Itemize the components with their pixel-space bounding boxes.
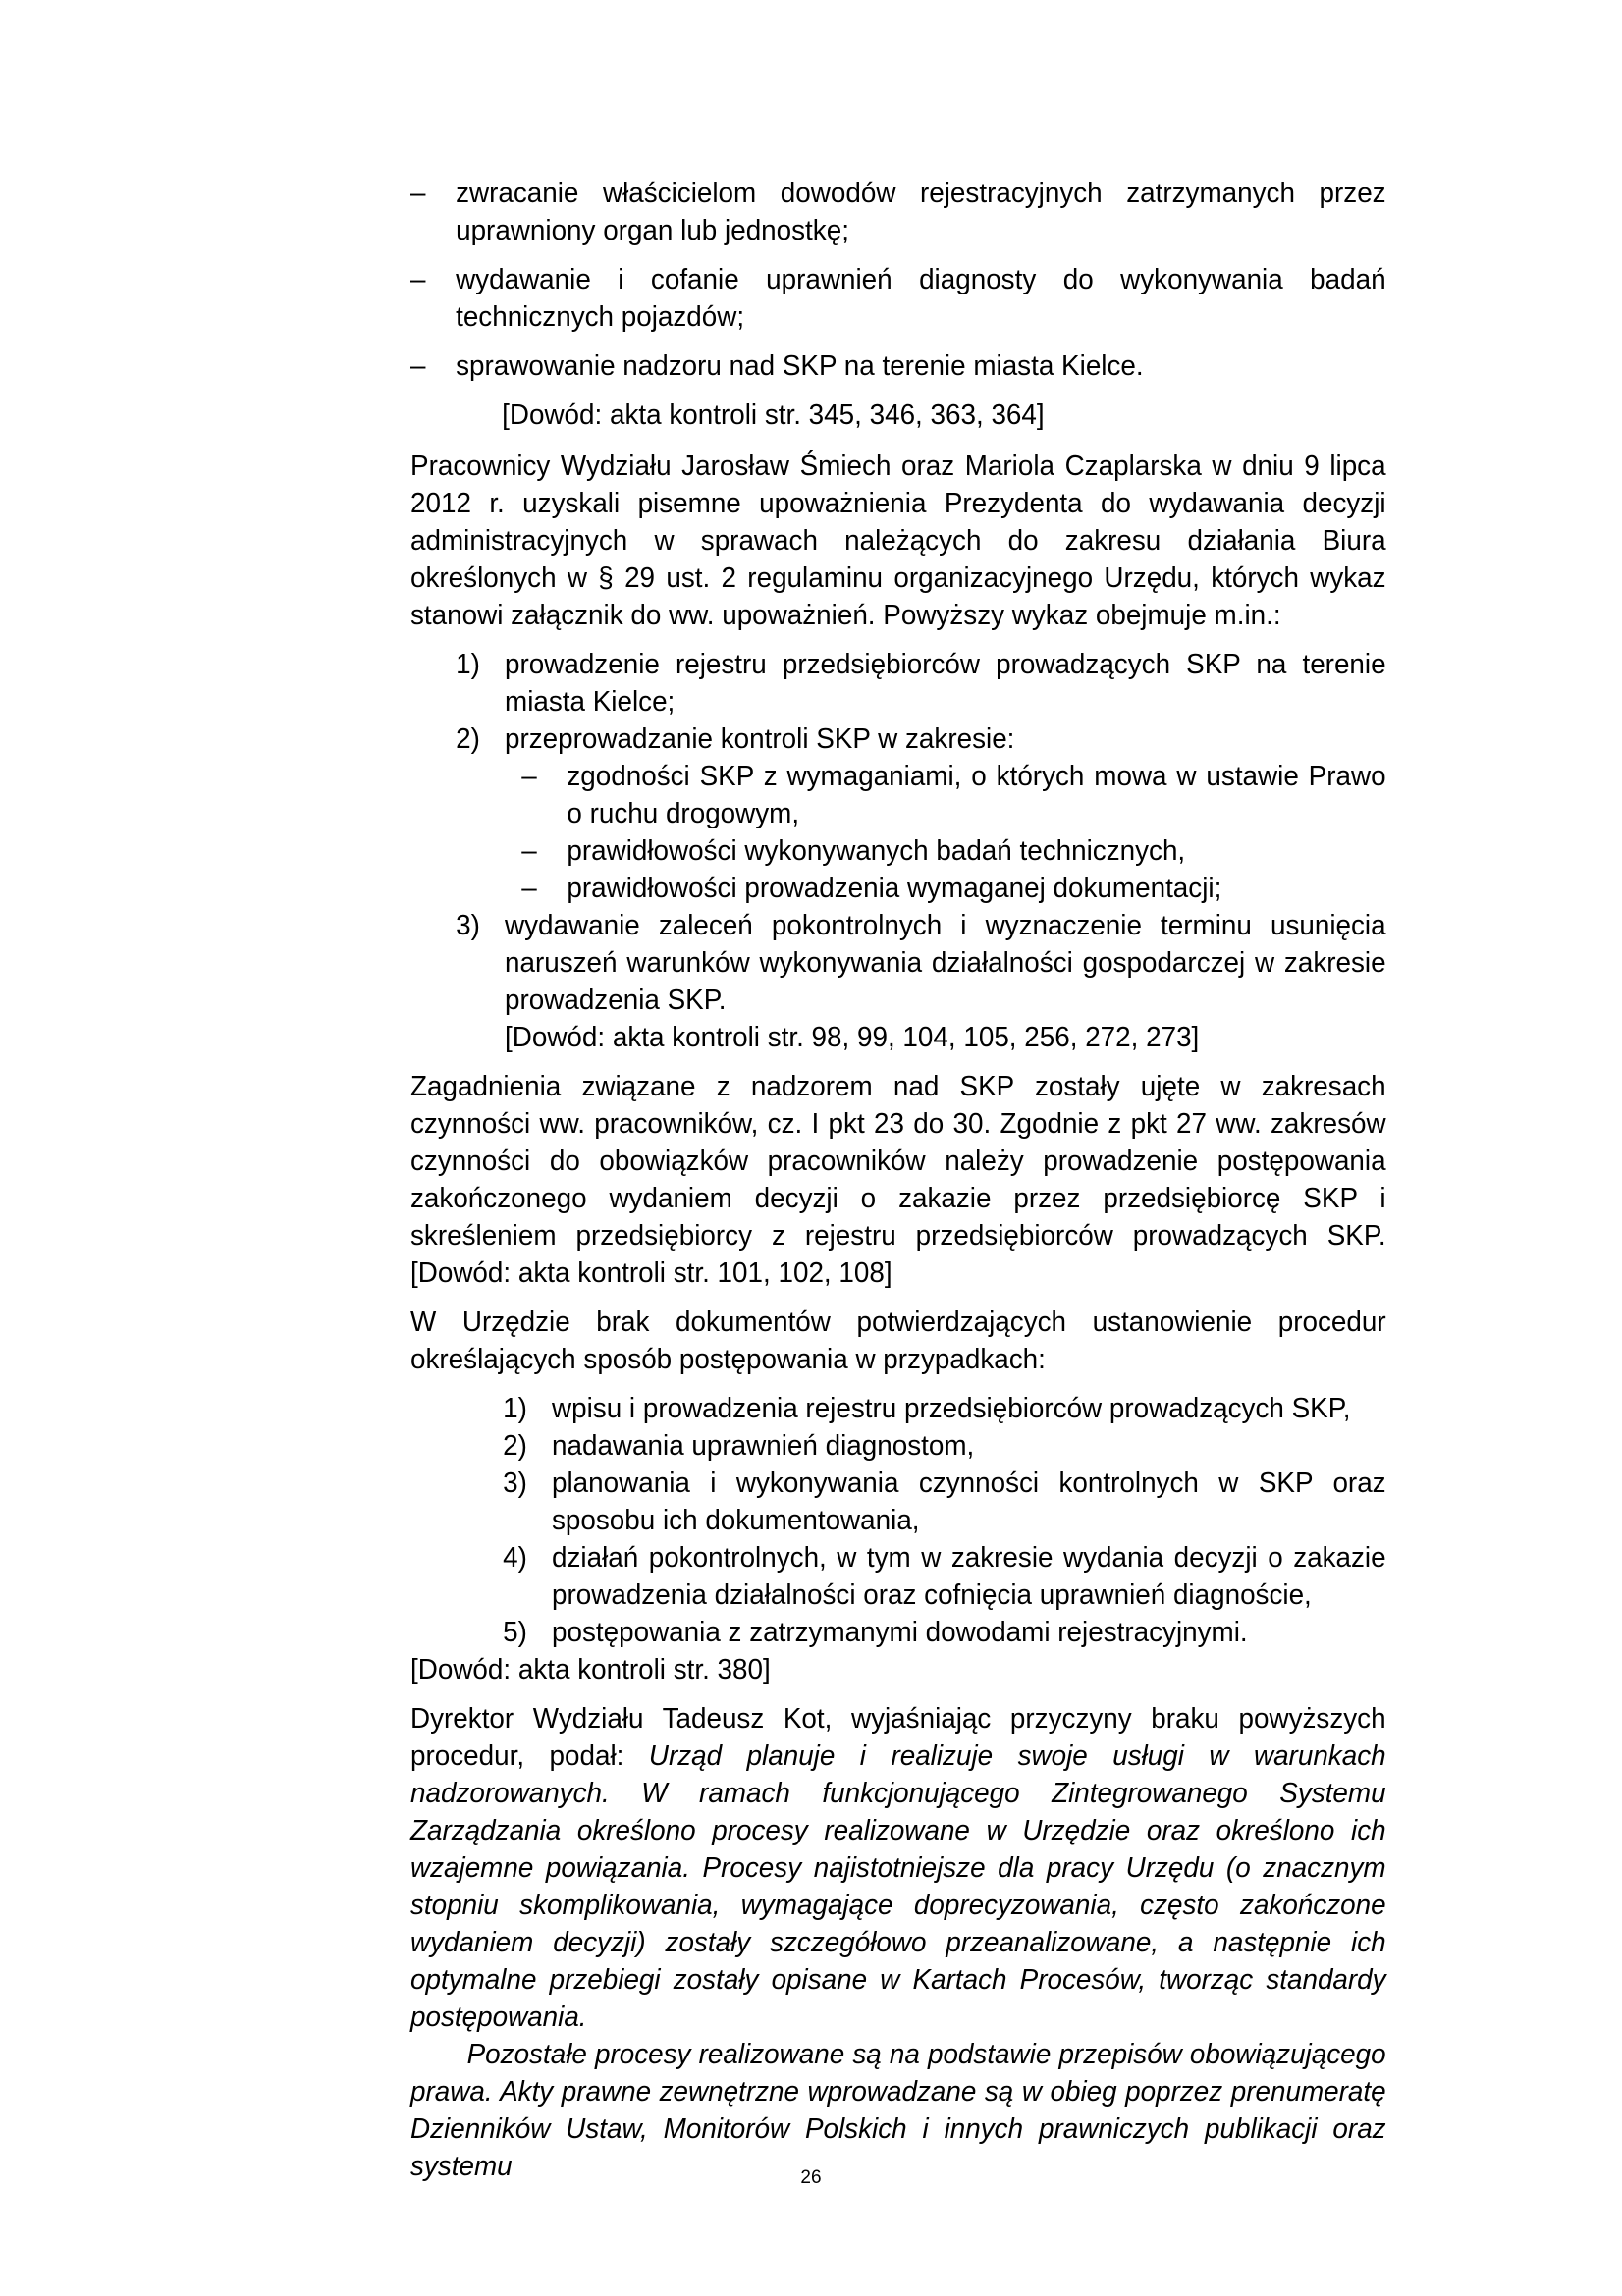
dash-bullet: – [410, 350, 426, 382]
paragraph [410, 1700, 1386, 2036]
list-item [410, 347, 1386, 385]
dash-bullet: – [410, 264, 426, 295]
list-item [410, 261, 1386, 336]
list-number: 1) [456, 649, 480, 680]
list-item-text: sprawowanie nadzoru nad SKP na terenie miasta Kielce. [456, 350, 1144, 382]
page-number: 26 [800, 2167, 822, 2188]
paragraph: Pozostałe procesy realizowane są na podstawie przepisów obowiązującego prawa. Akty prawne zewnętrzne wprowadzane są w obieg poprzez prenumeratę Dzienników Ustaw, Monitorów Polskich i innych prawniczych publikacji oraz systemu [410, 2039, 1386, 2182]
sub-list-item [521, 870, 1385, 907]
list-item-text: wpisu i prowadzenia rejestru przedsiębiorców prowadzących SKP, [552, 1393, 1351, 1424]
dash-bullet: – [410, 178, 426, 209]
quoted-explanation: Urząd planuje i realizuje swoje usługi w warunkach nadzorowanych. W ramach funkcjonującego Zintegrowanego Systemu Zarządzania określono procesy realizowane w Urzędzie oraz określono ich wzajemne powiązania. Procesy najistotniejsze dla pracy Urzędu (o znacznym stopniu skomplikowania, wymagające doprecyzowania, często zakończone wydaniem decyzji) zostały szczegółowo przeanalizowane, a następnie ich optymalne przebiegi zostały opisane w Kartach Procesów, tworząc standardy postępowania. [410, 1740, 1386, 2033]
list-item-text: prowadzenie rejestru przedsiębiorców prowadzących SKP na terenie miasta Kielce; [505, 649, 1386, 718]
evidence-note: [Dowód: akta kontroli str. 345, 346, 363, 364] [502, 400, 1045, 431]
list-item [503, 1614, 1386, 1651]
list-item [456, 646, 1386, 721]
list-item [456, 907, 1386, 1019]
list-item-text: wydawanie zaleceń pokontrolnych i wyznaczenie terminu usunięcia naruszeń warunków wykonywania działalności gospodarczej w zakresie prowadzenia SKP. [505, 910, 1386, 1016]
paragraph: Zagadnienia związane z nadzorem nad SKP zostały ujęte w zakresach czynności ww. pracowników, cz. I pkt 23 do 30. Zgodnie z pkt 27 ww. zakresów czynności do obowiązków pracowników należy prowadzenie postępowania zakończonego wydaniem decyzji o zakazie przez przedsiębiorcę SKP i skreśleniem przedsiębiorcy z rejestru przedsiębiorców prowadzących SKP. [Dowód: akta kontroli str. 101, 102, 108] [410, 1071, 1386, 1289]
list-number: 5) [503, 1617, 527, 1648]
list-item-text: planowania i wykonywania czynności kontrolnych w SKP oraz sposobu ich dokumentowania, [552, 1468, 1386, 1536]
paragraph: W Urzędzie brak dokumentów potwierdzających ustanowienie procedur określających sposób postępowania w przypadkach: [410, 1307, 1386, 1375]
list-number: 2) [503, 1430, 527, 1462]
numbered-list [503, 1390, 1386, 1651]
list-item [503, 1465, 1386, 1539]
sub-list-item [521, 832, 1385, 870]
sub-list-item [521, 758, 1385, 832]
list-item [456, 721, 1386, 907]
list-item [410, 175, 1386, 249]
dash-bullet: – [521, 761, 537, 792]
document-page [410, 175, 1386, 2185]
paragraph: Pracownicy Wydziału Jarosław Śmiech oraz Mariola Czaplarska w dniu 9 lipca 2012 r. uzyskali pisemne upoważnienia Prezydenta do wydawania decyzji administracyjnych w sprawach należących do zakresu działania Biura określonych w § 29 ust. 2 regulaminu organizacyjnego Urzędu, których wykaz stanowi załącznik do ww. upoważnień. Powyższy wykaz obejmuje m.in.: [410, 451, 1386, 631]
list-item-text: nadawania uprawnień diagnostom, [552, 1430, 975, 1462]
sub-list-item-text: prawidłowości prowadzenia wymaganej dokumentacji; [567, 873, 1222, 904]
list-item [503, 1390, 1386, 1427]
paragraph-intro: Dyrektor Wydziału Tadeusz Kot, wyjaśniając przyczyny braku powyższych procedur, podał: [410, 1703, 1386, 1772]
sub-list [521, 758, 1385, 907]
list-number: 2) [456, 723, 480, 755]
list-item-text: działań pokontrolnych, w tym w zakresie wydania decyzji o zakazie prowadzenia działalności oraz cofnięcia uprawnień diagnoście, [552, 1542, 1386, 1611]
list-item [503, 1539, 1386, 1614]
list-item-text: postępowania z zatrzymanymi dowodami rejestracyjnymi. [552, 1617, 1248, 1648]
list-item-text: zwracanie właścicielom dowodów rejestracyjnych zatrzymanych przez uprawniony organ lub jednostkę; [456, 178, 1386, 246]
evidence-note: [Dowód: akta kontroli str. 98, 99, 104, 105, 256, 272, 273] [505, 1022, 1200, 1053]
list-number: 3) [503, 1468, 527, 1499]
sub-list-item-text: prawidłowości wykonywanych badań technicznych, [567, 835, 1186, 867]
evidence-note: [Dowód: akta kontroli str. 380] [410, 1654, 771, 1685]
numbered-list [456, 646, 1386, 1056]
list-number: 1) [503, 1393, 527, 1424]
list-number: 4) [503, 1542, 527, 1574]
list-number: 3) [456, 910, 480, 941]
list-item-text: wydawanie i cofanie uprawnień diagnosty do wykonywania badań technicznych pojazdów; [456, 264, 1386, 333]
list-item-text: przeprowadzanie kontroli SKP w zakresie: [505, 723, 1015, 755]
sub-list-item-text: zgodności SKP z wymaganiami, o których mowa w ustawie Prawo o ruchu drogowym, [567, 761, 1386, 829]
dash-bullet: – [521, 873, 537, 904]
list-item [503, 1427, 1386, 1465]
dash-bullet: – [521, 835, 537, 867]
